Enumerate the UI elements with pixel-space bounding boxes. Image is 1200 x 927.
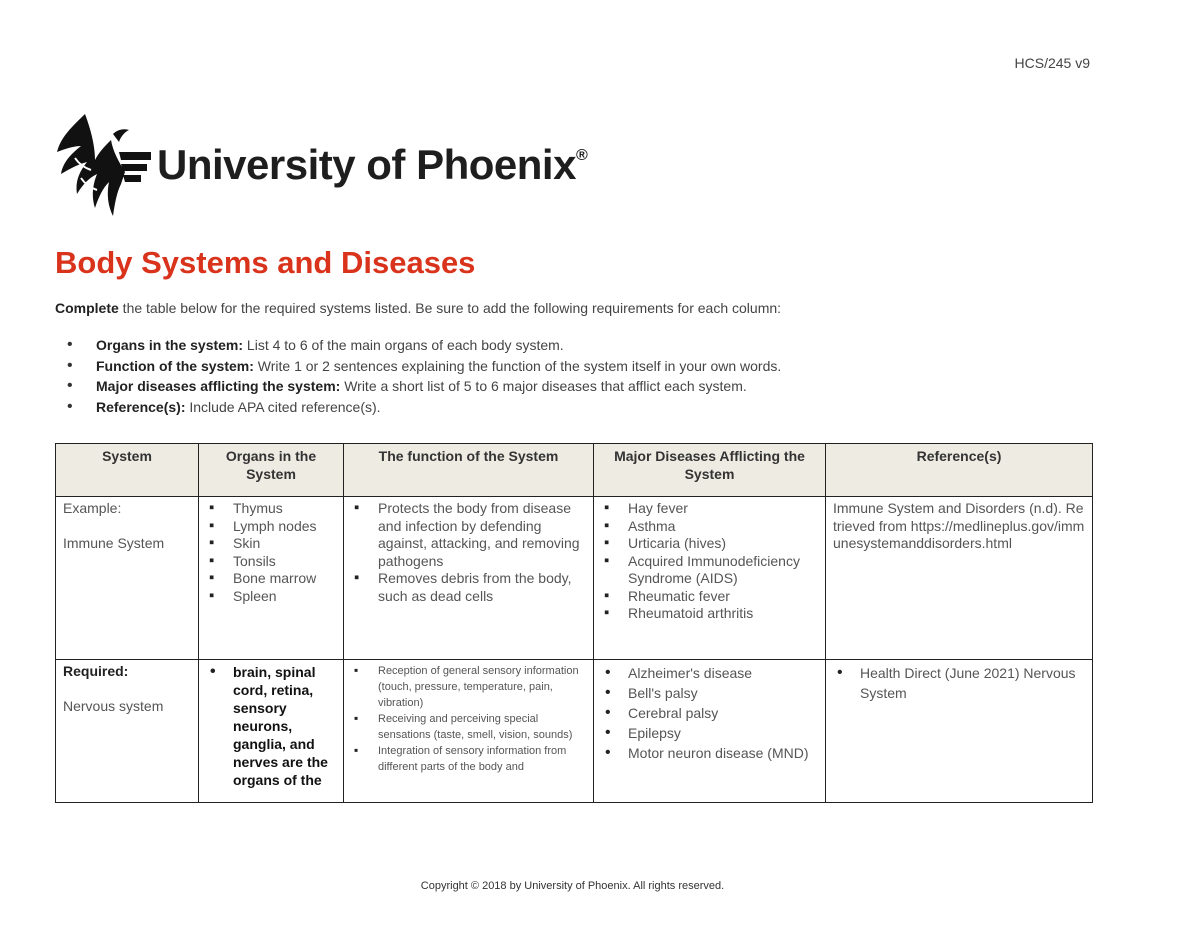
list-item: ▪ Urticaria (hives)	[601, 535, 818, 553]
list-item[interactable]: ▪ Reception of general sensory information (touch, pressure, temperature, pain, vibration)	[351, 663, 586, 711]
list-item[interactable]: • Cerebral palsy	[601, 703, 818, 723]
list-item: ▪ Tonsils	[206, 553, 336, 571]
list-item: ▪ Hay fever	[601, 500, 818, 518]
instructions-text: the table below for the required systems listed. Be sure to add the following requirements for each column:	[118, 300, 782, 316]
header-system: System	[56, 444, 199, 497]
cell-diseases[interactable]	[594, 660, 826, 803]
list-item: ▪ Asthma	[601, 518, 818, 536]
organs-list	[206, 500, 336, 605]
example-label: Example:	[63, 500, 122, 516]
list-item[interactable]: • Epilepsy	[601, 723, 818, 743]
cell-organs	[199, 497, 344, 660]
header-function: The function of the System	[344, 444, 594, 497]
list-item[interactable]: • Bell's palsy	[601, 683, 818, 703]
list-item: ▪ Skin	[206, 535, 336, 553]
list-item: ▪ Bone marrow	[206, 570, 336, 588]
required-label: Required:	[63, 663, 129, 679]
list-item: ▪ Acquired Immunodeficiency Syndrome (AIDS)	[601, 553, 818, 588]
list-item[interactable]: • Alzheimer's disease	[601, 663, 818, 683]
list-item[interactable]: • Motor neuron disease (MND)	[601, 743, 818, 763]
instructions	[55, 300, 781, 316]
organs-list	[206, 663, 336, 789]
list-item[interactable]: ▪ Receiving and perceiving special sensations (taste, smell, vision, sounds)	[351, 711, 586, 743]
table-header-row	[56, 444, 1093, 497]
list-item[interactable]: • Health Direct (June 2021) Nervous System	[833, 663, 1085, 703]
requirement-item: • Organs in the system: List 4 to 6 of the main organs of each body system.	[55, 335, 781, 356]
requirement-item: • Reference(s): Include APA cited reference(s).	[55, 397, 781, 418]
cell-organs[interactable]	[199, 660, 344, 803]
list-item: ▪ Protects the body from disease and infection by defending against, attacking, and removing pathogens	[351, 500, 586, 570]
cell-function	[344, 497, 594, 660]
university-logo	[55, 110, 587, 220]
cell-system	[56, 497, 199, 660]
requirements-list	[55, 335, 781, 417]
list-item: ▪ Spleen	[206, 588, 336, 606]
instructions-lead: Complete	[55, 300, 119, 316]
cell-system	[56, 660, 199, 803]
header-organs: Organs in the System	[199, 444, 344, 497]
list-item: ▪ Lymph nodes	[206, 518, 336, 536]
requirement-item: • Major diseases afflicting the system: Write a short list of 5 to 6 major diseases that afflict each system.	[55, 376, 781, 397]
cell-reference	[826, 497, 1093, 660]
cell-diseases	[594, 497, 826, 660]
copyright-footer: Copyright © 2018 by University of Phoenix. All rights reserved.	[420, 880, 725, 892]
reference-list	[833, 663, 1085, 703]
required-system: Nervous system	[63, 697, 164, 714]
list-item: ▪ Rheumatic fever	[601, 588, 818, 606]
list-item[interactable]: ▪ Integration of sensory information from different parts of the body and	[351, 743, 586, 775]
logo-wordmark: University of Phoenix®	[157, 141, 588, 188]
example-reference: Immune System and Disorders (n.d). Retrieved from https://medlineplus.gov/immunesystemanddisorders.html	[833, 500, 1085, 551]
cell-reference[interactable]	[826, 660, 1093, 803]
cell-function[interactable]	[344, 660, 594, 803]
requirement-item: • Function of the system: Write 1 or 2 sentences explaining the function of the system itself in your own words.	[55, 356, 781, 377]
example-system: Immune System	[63, 534, 165, 551]
phoenix-bird-icon	[55, 112, 151, 218]
list-item: ▪ Rheumatoid arthritis	[601, 605, 818, 623]
function-list	[351, 500, 586, 605]
body-systems-table	[55, 443, 1093, 803]
header-references: Reference(s)	[826, 444, 1093, 497]
header-diseases: Major Diseases Afflicting the System	[594, 444, 826, 497]
table-row-example	[56, 497, 1093, 660]
course-code: HCS/245 v9	[1014, 55, 1090, 71]
function-list	[351, 663, 586, 775]
page-title: Body Systems and Diseases	[55, 245, 476, 280]
list-item[interactable]: • brain, spinal cord, retina, sensory neurons, ganglia, and nerves are the organs of the	[206, 663, 336, 789]
diseases-list	[601, 663, 818, 763]
list-item: ▪ Removes debris from the body, such as dead cells	[351, 570, 586, 605]
diseases-list	[601, 500, 818, 623]
list-item: ▪ Thymus	[206, 500, 336, 518]
table-row-required	[56, 660, 1093, 803]
